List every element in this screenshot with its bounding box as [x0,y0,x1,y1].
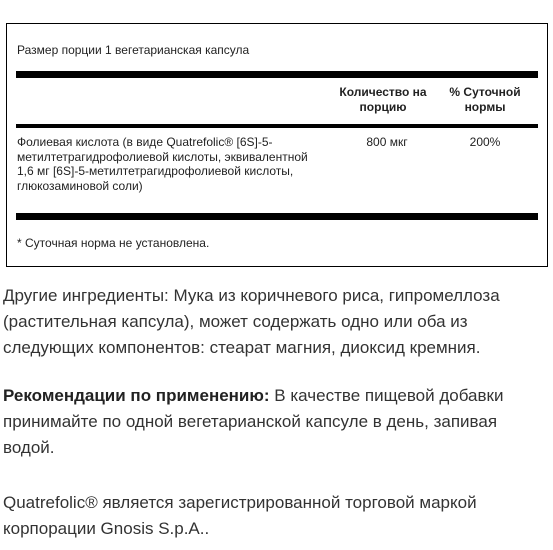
thick-divider-bottom [16,213,538,220]
ingredient-daily-value: 200% [469,135,501,149]
other-ingredients: Другие ингредиенты: Мука из коричневого риса, гипромеллоза (растительная капсула), может содержать одно или оба из следующих компонентов: стеарат магния, диоксид кремния. [3,286,500,357]
footnote: * Суточная норма не установлена. [17,236,210,250]
directions-label: Рекомендации по применению: [3,386,270,405]
directions [3,383,548,461]
ingredient-amount: 800 мкг [366,135,408,149]
supplement-facts-panel [6,23,548,267]
serving-size: Размер порции 1 вегетарианская капсула [17,43,250,57]
thick-divider [16,71,538,78]
medium-divider [16,124,538,128]
daily-value-header: % Суточной нормы [449,85,521,114]
amount-per-serving-header: Количество на порцию [339,85,427,114]
trademark-notice: Quatrefolic® является зарегистрированной торговой маркой корпорации Gnosis S.p.A.. [3,493,477,538]
directions-text: В качестве пищевой добавки принимайте по одной вегетарианской капсуле в день, запивая водой. [3,386,504,457]
ingredient-name: Фолиевая кислота (в виде Quatrefolic® [6S]-5-метилтетрагидрофолиевой кислоты, эквивалентной 1,6 мг [6S]-5-метилтетрагидрофолиевой кислоты, глюкозаминовой соли) [17,135,308,193]
